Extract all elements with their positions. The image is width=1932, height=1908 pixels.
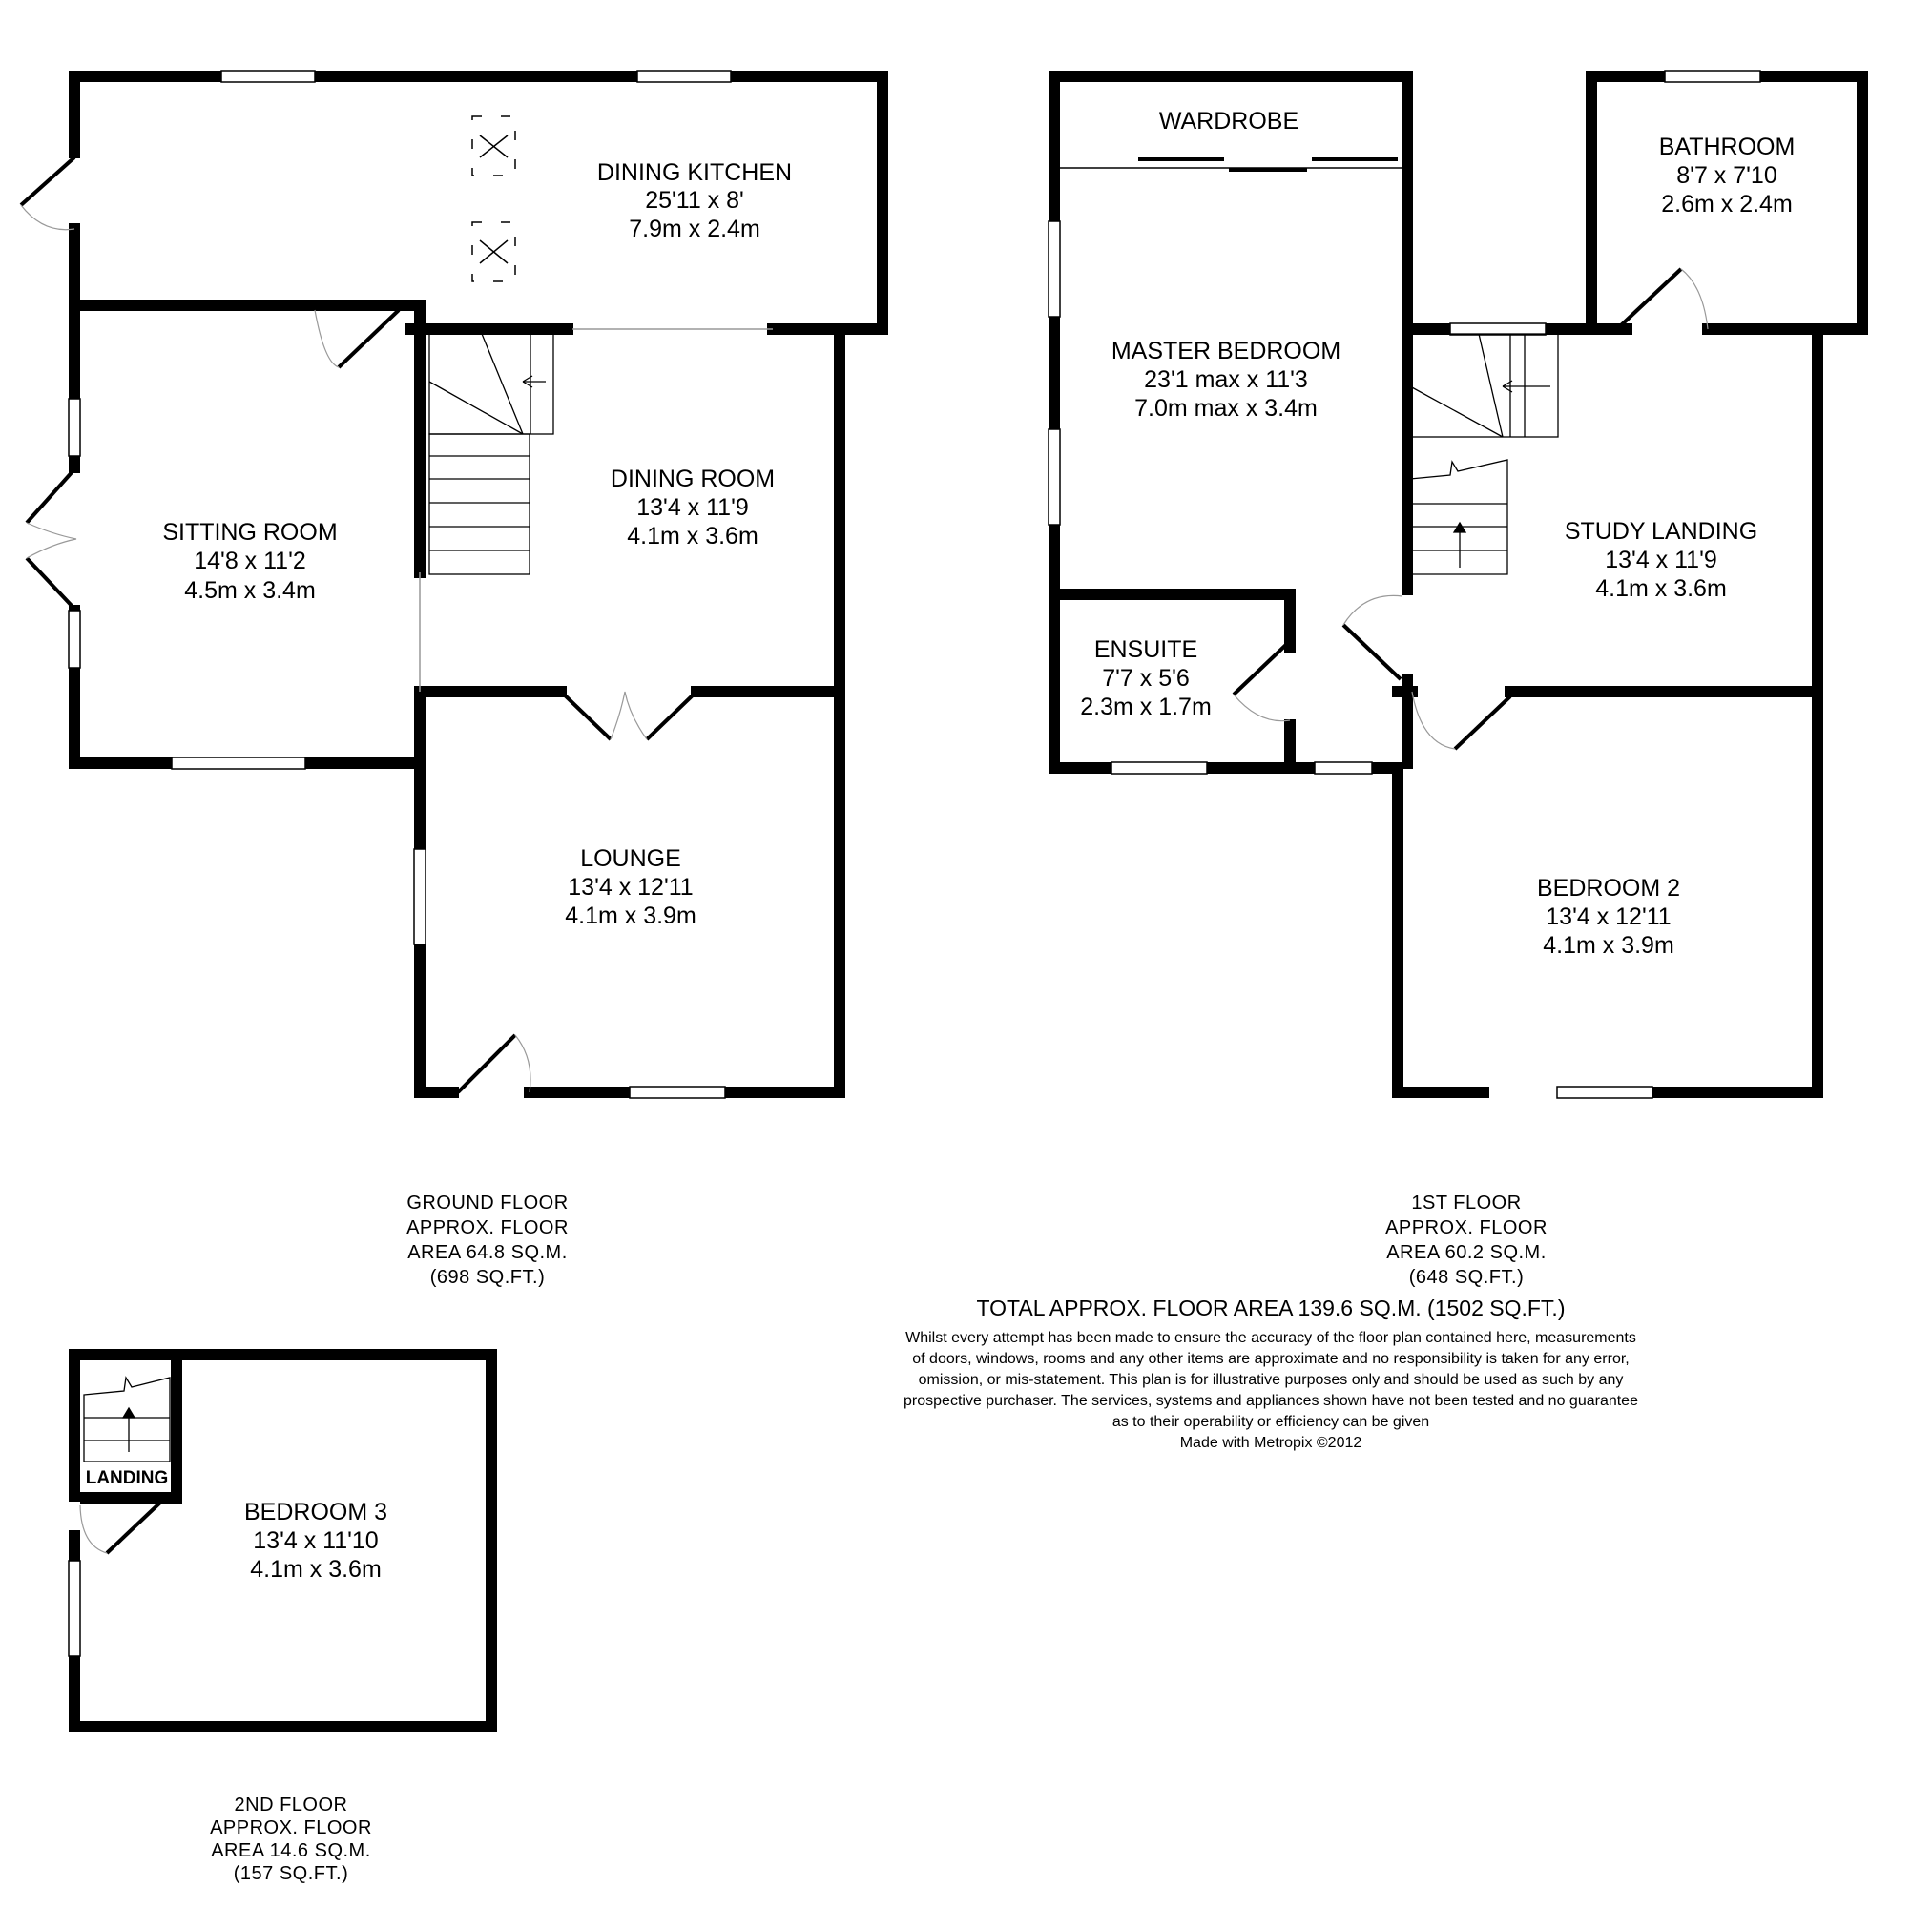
room-lounge	[565, 845, 696, 929]
svg-text:GROUND FLOOR: GROUND FLOOR	[406, 1192, 569, 1213]
second-floor-windows	[69, 1561, 80, 1656]
svg-text:2ND FLOOR: 2ND FLOOR	[234, 1794, 348, 1815]
svg-text:(648 SQ.FT.): (648 SQ.FT.)	[1408, 1267, 1525, 1288]
room-imperial: 23'1 max x 11'3	[1144, 366, 1308, 393]
ground-floor-stairs	[429, 329, 553, 574]
room-metric: 2.6m x 2.4m	[1661, 191, 1793, 218]
room-dining-room	[611, 466, 775, 550]
room-bedroom-2	[1537, 875, 1680, 959]
svg-text:AREA 14.6 SQ.M.: AREA 14.6 SQ.M.	[211, 1840, 371, 1861]
first-floor-walls	[1054, 76, 1862, 1092]
room-name: SITTING ROOM	[162, 519, 338, 546]
room-imperial: 13'4 x 11'9	[1605, 547, 1717, 573]
room-metric: 7.9m x 2.4m	[629, 216, 760, 242]
svg-text:APPROX. FLOOR: APPROX. FLOOR	[406, 1217, 569, 1238]
svg-text:prospective purchaser. The ser: prospective purchaser. The services, systems and appliances shown have not been tested and no guarantee	[904, 1393, 1638, 1409]
room-imperial: 14'8 x 11'2	[194, 548, 306, 574]
room-bedroom-3	[244, 1499, 387, 1583]
room-name: BATHROOM	[1658, 134, 1796, 160]
room-imperial: 25'11 x 8'	[645, 187, 744, 214]
room-metric: 4.1m x 3.6m	[627, 523, 758, 550]
first-floor-caption	[1385, 1192, 1548, 1288]
room-metric: 4.1m x 3.9m	[1543, 932, 1674, 959]
room-wardrobe	[1159, 108, 1298, 135]
room-name: ENSUITE	[1093, 636, 1198, 663]
svg-text:APPROX. FLOOR: APPROX. FLOOR	[1385, 1217, 1548, 1238]
ground-floor-doors	[21, 157, 776, 1092]
room-imperial: 7'7 x 5'6	[1102, 665, 1190, 692]
room-metric: 4.5m x 3.4m	[184, 577, 316, 604]
room-imperial: 13'4 x 12'11	[1546, 903, 1672, 930]
room-metric: 4.1m x 3.9m	[565, 902, 696, 929]
room-study-landing	[1565, 518, 1757, 602]
svg-text:Made with Metropix ©2012: Made with Metropix ©2012	[1179, 1435, 1362, 1451]
room-name: LANDING	[85, 1468, 169, 1488]
ground-floor-plan	[21, 71, 883, 1288]
room-imperial: 13'4 x 11'10	[253, 1527, 379, 1554]
room-name: MASTER BEDROOM	[1111, 338, 1341, 364]
room-metric: 4.1m x 3.6m	[250, 1556, 382, 1583]
ground-floor-caption	[406, 1192, 569, 1288]
room-name: DINING KITCHEN	[596, 159, 793, 186]
room-sitting-room	[162, 519, 337, 604]
room-imperial: 8'7 x 7'10	[1676, 162, 1777, 189]
svg-text:AREA 64.8 SQ.M.: AREA 64.8 SQ.M.	[407, 1242, 568, 1263]
room-name: WARDROBE	[1158, 108, 1299, 135]
second-floor-plan	[69, 1355, 491, 1884]
svg-text:of doors, windows, rooms and a: of doors, windows, rooms and any other items are approximate and no responsibility is taken for any error,	[912, 1351, 1630, 1367]
wardrobe	[1060, 159, 1402, 170]
disclaimer	[904, 1330, 1638, 1451]
svg-text:1ST FLOOR: 1ST FLOOR	[1411, 1192, 1522, 1213]
total-area	[977, 1296, 1566, 1320]
room-name: LOUNGE	[580, 845, 681, 872]
room-landing	[86, 1468, 169, 1488]
svg-text:(698 SQ.FT.): (698 SQ.FT.)	[429, 1267, 546, 1288]
svg-text:AREA 60.2 SQ.M.: AREA 60.2 SQ.M.	[1386, 1242, 1547, 1263]
room-ensuite	[1080, 636, 1212, 720]
room-name: BEDROOM 2	[1536, 875, 1681, 902]
svg-text:TOTAL APPROX. FLOOR AREA 139.6: TOTAL APPROX. FLOOR AREA 139.6 SQ.M. (1502 SQ.FT.)	[976, 1296, 1566, 1320]
room-dining-kitchen	[597, 159, 792, 242]
second-floor-stairs	[84, 1378, 170, 1462]
room-name: STUDY LANDING	[1564, 518, 1758, 545]
second-floor-doors	[80, 1503, 160, 1553]
svg-text:omission, or mis-statement. Th: omission, or mis-statement. This plan is for illustrative purposes only and should be used as such by any	[918, 1372, 1624, 1388]
first-floor-plan	[1049, 71, 1862, 1288]
second-floor-caption	[210, 1794, 372, 1884]
room-metric: 2.3m x 1.7m	[1080, 694, 1212, 720]
svg-text:(157 SQ.FT.): (157 SQ.FT.)	[233, 1863, 349, 1884]
svg-text:Whilst every attempt has been: Whilst every attempt has been made to ensure the accuracy of the floor plan contained here, measurements	[905, 1330, 1636, 1346]
svg-text:APPROX. FLOOR: APPROX. FLOOR	[210, 1817, 372, 1838]
room-name: BEDROOM 3	[243, 1499, 388, 1525]
room-imperial: 13'4 x 11'9	[636, 494, 749, 521]
room-imperial: 13'4 x 12'11	[568, 874, 694, 901]
room-metric: 7.0m max x 3.4m	[1134, 395, 1318, 422]
skylight-icon	[472, 116, 515, 281]
room-name: DINING ROOM	[610, 466, 776, 492]
first-floor-stairs	[1410, 334, 1558, 574]
room-master-bedroom	[1111, 338, 1340, 422]
room-bathroom	[1659, 134, 1796, 218]
svg-text:as to their operability or eff: as to their operability or efficiency can be given	[1111, 1414, 1430, 1430]
room-metric: 4.1m x 3.6m	[1595, 575, 1727, 602]
